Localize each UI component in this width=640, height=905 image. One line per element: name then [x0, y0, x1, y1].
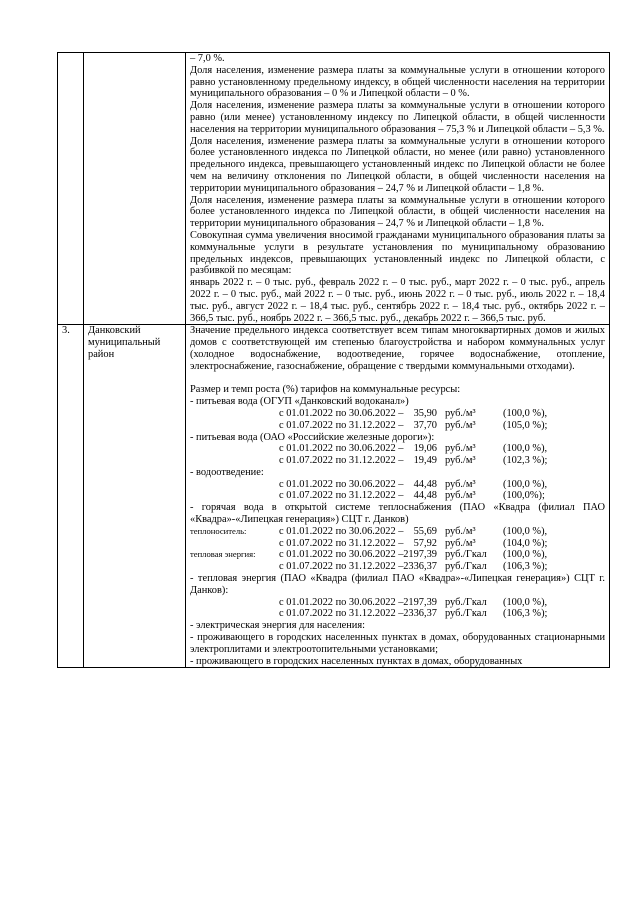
- rate-unit: руб./Гкал: [445, 608, 487, 620]
- municipality-cell: [84, 53, 186, 325]
- rate-percent: (100,0 %),: [503, 549, 548, 561]
- rate-row-label: теплоноситель:: [190, 525, 247, 536]
- paragraph: январь 2022 г. – 0 тыс. руб., февраль 2022 г. – 0 тыс. руб., март 2022 г. – 0 тыс. руб., апрель 2022 г. – 0 тыс. руб., май 2022 г. – 0 тыс. руб., июнь 2022 г. – 0 тыс. руб., июль 2022 г. – 18,4 тыс. руб., август 2022 г. – 18,4 тыс. руб., сентябрь 2022 г. – 18,4 тыс. руб., октябрь 2022 г. – 366,5 тыс. руб., ноябрь 2022 г. – 366,5 тыс. руб., декабрь 2022 г. – 366,5 тыс. руб.: [190, 277, 605, 324]
- paragraph: Доля населения, изменение размера платы за коммунальные услуги в отношении которого более установленного индекса по Липецкой области, в общей численности населения на территории муниципального образования – 24,7 % и Липецкой области – 1,8 %.: [190, 194, 605, 230]
- rate-value: 2197,39: [403, 549, 437, 561]
- rate-period: с 01.01.2022 по 30.06.2022 –: [279, 407, 404, 419]
- rate-row: [190, 549, 605, 561]
- rate-period: с 01.07.2022 по 31.12.2022 –: [279, 608, 404, 620]
- rate-percent: (104,0 %);: [503, 537, 548, 549]
- municipality-cell: Данковский муниципальный район: [84, 325, 186, 668]
- sewer-rates: [190, 479, 605, 503]
- rate-value: 19,49: [413, 455, 437, 467]
- water1-title: - питьевая вода (ОГУП «Данковский водоканал»): [190, 396, 409, 408]
- rate-percent: (105,0 %);: [503, 419, 548, 431]
- rate-row-label: [190, 608, 279, 620]
- rate-value: 35,90: [413, 407, 437, 419]
- rate-value: 2336,37: [403, 561, 437, 573]
- paragraph: Доля населения, изменение размера платы за коммунальные услуги в отношении которого равно (или менее) установленному индексу по Липецкой области, в общей численности населения на территории муниципального образования – 75,3 % и Липецкой области – 5,3 %.: [190, 100, 605, 135]
- rate-period: с 01.07.2022 по 31.12.2022 –: [279, 490, 404, 502]
- rate-row-label: [190, 561, 279, 573]
- water2-rates: [190, 443, 605, 467]
- rate-row: [190, 526, 605, 538]
- rate-period: с 01.01.2022 по 30.06.2022 –: [279, 596, 404, 608]
- heat-rates: [190, 597, 605, 621]
- rate-period: с 01.07.2022 по 31.12.2022 –: [279, 419, 404, 431]
- rate-percent: (100,0 %),: [503, 596, 548, 608]
- rate-value: 44,48: [413, 490, 437, 502]
- rate-percent: (100,0 %),: [503, 525, 548, 537]
- rate-unit: руб./м³: [445, 490, 476, 502]
- rate-unit: руб./м³: [445, 443, 476, 455]
- rate-period: с 01.01.2022 по 30.06.2022 –: [279, 478, 404, 490]
- rate-period: с 01.01.2022 по 30.06.2022 –: [279, 549, 404, 561]
- rate-unit: руб./Гкал: [445, 549, 487, 561]
- table-row-dankov: [58, 325, 610, 668]
- rate-percent: (100,0 %),: [503, 478, 548, 490]
- paragraph: Доля населения, изменение размера платы за коммунальные услуги в отношении которого равно установленному предельному индексу, в общей численности населения на территории муниципального образования – 0 % и Липецкой области – 0 %.: [190, 64, 605, 100]
- rate-unit: руб./м³: [445, 455, 476, 467]
- rate-unit: руб./м³: [445, 419, 476, 431]
- row-number-cell: 3.: [58, 325, 84, 668]
- rate-period: с 01.07.2022 по 31.12.2022 –: [279, 455, 404, 467]
- rate-unit: руб./Гкал: [445, 561, 487, 573]
- rate-percent: (102,3 %);: [503, 455, 548, 467]
- rate-row: [190, 479, 605, 491]
- rate-period: с 01.07.2022 по 31.12.2022 –: [279, 537, 404, 549]
- water2-title: - питьевая вода (ОАО «Российские железные дороги»):: [190, 431, 435, 443]
- blank-line: [190, 373, 605, 385]
- rate-row-label: [190, 538, 279, 550]
- rate-row-label: [190, 490, 279, 502]
- row-content-cell: [186, 325, 610, 668]
- rate-row: [190, 490, 605, 502]
- electric-item: - проживающего в городских населенных пунктах в домах, оборудованных стационарными электроплитами и электроотопительными установками;: [190, 632, 605, 655]
- rate-row-label: тепловая энергия:: [190, 549, 256, 560]
- rate-unit: руб./м³: [445, 537, 476, 549]
- rate-period: с 01.01.2022 по 30.06.2022 –: [279, 443, 404, 455]
- rate-value: 57,92: [413, 537, 437, 549]
- rate-row-label: [190, 455, 279, 467]
- rate-row: [190, 608, 605, 620]
- heat-title: - тепловая энергия (ПАО «Квадра (филиал ПАО «Квадра»-«Липецкая генерация») СЦТ г. Данков):: [190, 573, 605, 596]
- rate-percent: (100,0%);: [503, 490, 545, 502]
- rate-row-label: [190, 597, 279, 609]
- rate-row: [190, 455, 605, 467]
- rate-unit: руб./м³: [445, 525, 476, 537]
- rate-unit: руб./м³: [445, 478, 476, 490]
- rate-unit: руб./м³: [445, 407, 476, 419]
- rate-value: 44,48: [413, 478, 437, 490]
- rate-row: [190, 420, 605, 432]
- rate-row-label: [190, 408, 279, 420]
- row-number-cell: [58, 53, 84, 325]
- tariff-heading: Размер и темп роста (%) тарифов на коммунальные ресурсы:: [190, 384, 461, 396]
- rate-row: [190, 538, 605, 550]
- rate-value: 37,70: [413, 419, 437, 431]
- hotwater-rates: [190, 526, 605, 573]
- rate-period: с 01.07.2022 по 31.12.2022 –: [279, 561, 404, 573]
- rate-row: [190, 561, 605, 573]
- rate-row: [190, 408, 605, 420]
- rate-percent: (100,0 %),: [503, 407, 548, 419]
- rate-row-label: [190, 479, 279, 491]
- electric-item: - проживающего в городских населенных пунктах в домах, оборудованных: [190, 655, 523, 667]
- rate-value: 2336,37: [403, 608, 437, 620]
- municipal-index-table: [57, 52, 610, 668]
- water1-rates: [190, 408, 605, 432]
- sewer-title: - водоотведение:: [190, 466, 264, 478]
- paragraph: Доля населения, изменение размера платы за коммунальные услуги в отношении которого более установленного индекса по Липецкой области, но менее (или равно) установленного предельного индекса, превышающего установленный индекс по Липецкой области не более чем на величину отклонения по Липецкой области, в общей численности населения на территории муниципального образования – 24,7 % и Липецкой области – 1,8 %.: [190, 135, 605, 194]
- rate-row-label: [190, 443, 279, 455]
- rate-unit: руб./Гкал: [445, 596, 487, 608]
- rate-percent: (106,3 %);: [503, 608, 548, 620]
- rate-row: [190, 597, 605, 609]
- paragraph: Совокупная сумма увеличения вносимой гражданами муниципального образования платы за коммунальные услуги в результате установления по муниципальному образованию предельных индексов, превышающих установленный индекс по Липецкой области, с разбивкой по месяцам:: [190, 229, 605, 277]
- rate-value: 19,06: [413, 443, 437, 455]
- rate-value: 55,69: [413, 525, 437, 537]
- rate-value: 2197,39: [403, 596, 437, 608]
- electric-title: - электрическая энергия для населения:: [190, 620, 366, 632]
- rate-percent: (106,3 %);: [503, 561, 548, 573]
- rate-percent: (100,0 %),: [503, 443, 548, 455]
- paragraph: – 7,0 %.: [190, 53, 225, 64]
- rate-row: [190, 443, 605, 455]
- intro-paragraph: Значение предельного индекса соответствует всем типам многоквартирных домов и жилых домов с соответствующей им степенью благоустройства и набором коммунальных услуг (холодное водоснабжение, водоотведение, горячее водоснабжение, отопление, электроснабжение, газоснабжение, обращение с твердыми коммунальными отходами).: [190, 325, 605, 372]
- rate-period: с 01.01.2022 по 30.06.2022 –: [279, 525, 404, 537]
- row-content-cell: [186, 53, 610, 325]
- rate-row-label: [190, 420, 279, 432]
- hotwater-title: - горячая вода в открытой системе теплоснабжения (ПАО «Квадра (филиал ПАО «Квадра»-«Липецкая генерация») СЦТ г. Данков): [190, 502, 605, 526]
- table-row-continued: [58, 53, 610, 325]
